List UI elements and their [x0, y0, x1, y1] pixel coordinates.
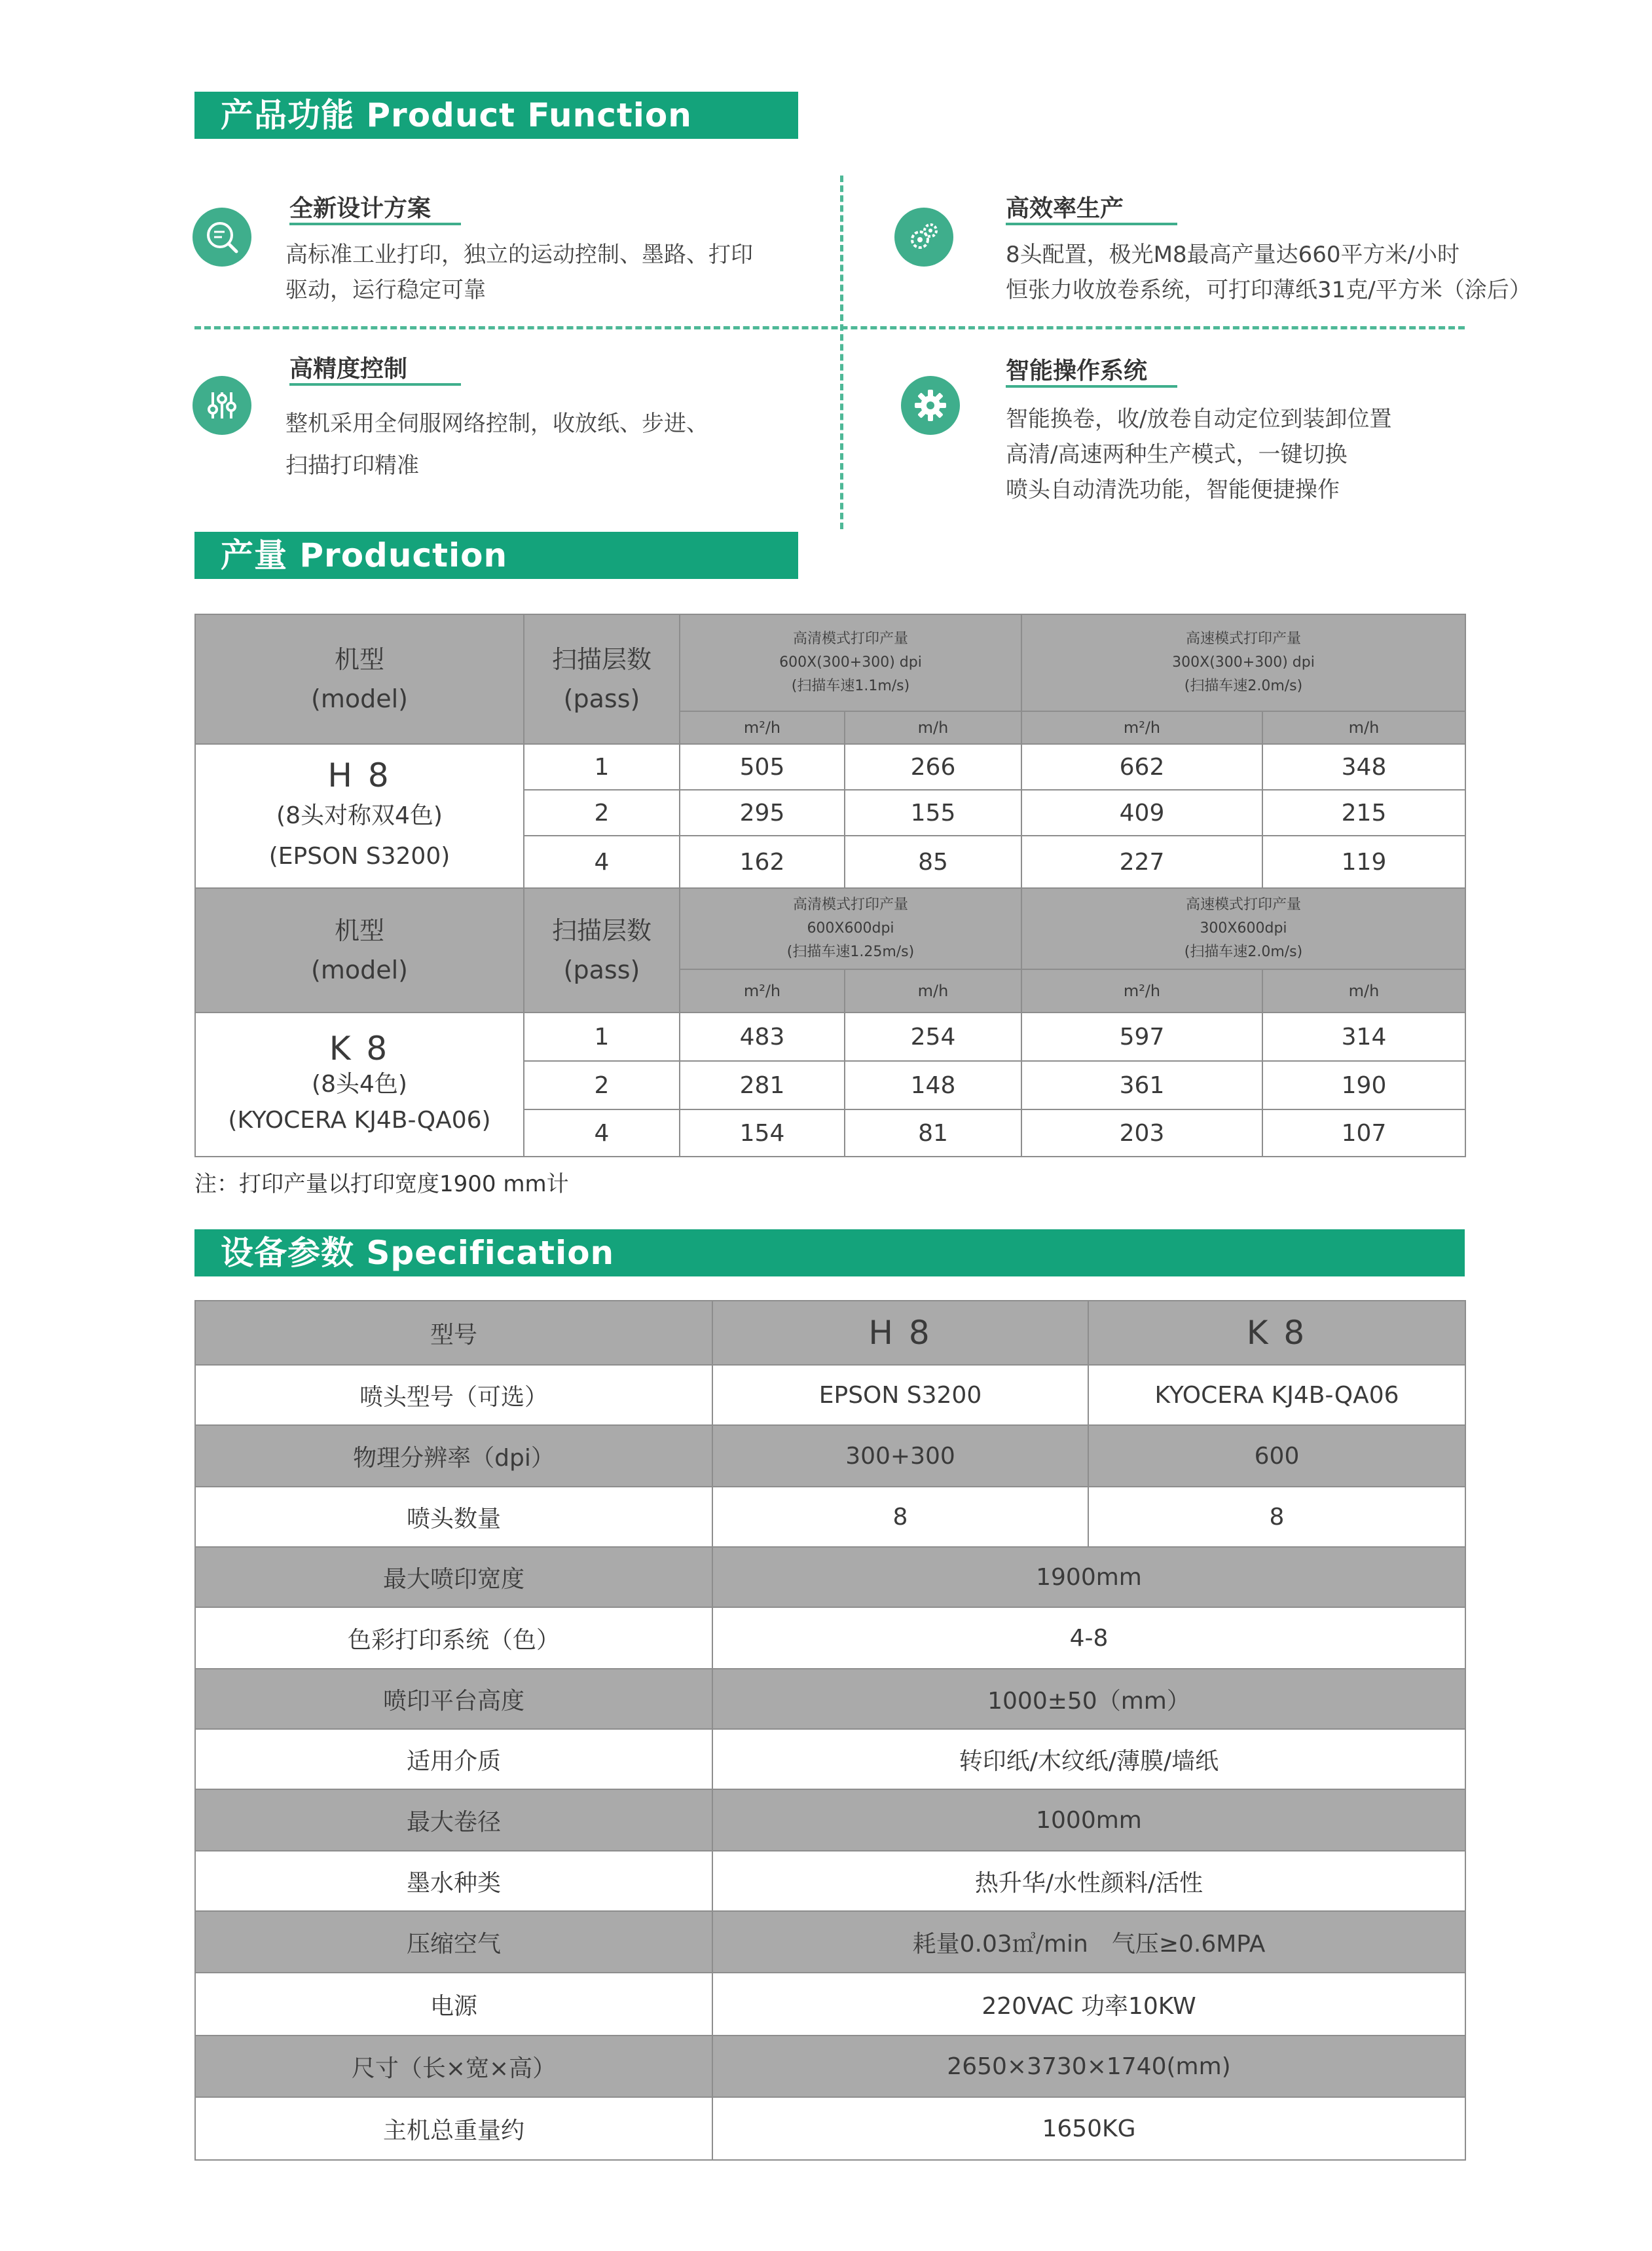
model-desc: (8头对称双4色)	[276, 802, 443, 829]
spec-value: 8	[1088, 1487, 1465, 1547]
section-title-function: 产品功能 Product Function	[194, 92, 798, 139]
spec-value: 1650KG	[712, 2097, 1465, 2160]
table-row	[195, 1301, 1465, 1365]
value-cell: 81	[845, 1109, 1021, 1157]
feature-title-design: 全新设计方案	[289, 195, 431, 222]
hd-mode-header	[680, 888, 1021, 969]
value-cell: 148	[845, 1061, 1021, 1109]
pass-cell: 4	[524, 1109, 680, 1157]
value-cell: 190	[1262, 1061, 1465, 1109]
feature-title-precision: 高精度控制	[289, 356, 408, 382]
hs-mode-dpi: 300X600dpi	[1200, 920, 1287, 937]
value-cell: 597	[1021, 1013, 1262, 1061]
gears-icon	[894, 208, 953, 267]
spec-label: 喷头型号（可选）	[195, 1365, 712, 1425]
value-cell: 162	[680, 836, 845, 888]
feature-desc-line: 恒张力收放卷系统，可打印薄纸31克/平方米（涂后）	[1006, 277, 1532, 303]
feature-desc-precision	[285, 403, 708, 487]
feature-desc-smart	[1006, 401, 1391, 508]
spec-value: EPSON S3200	[712, 1365, 1088, 1425]
pass-label: 扫描层数	[551, 645, 652, 674]
hd-mode-title: 高清模式打印产量	[792, 631, 908, 647]
pass-header	[524, 614, 680, 744]
hd-mode-dpi: 600X600dpi	[807, 920, 894, 937]
value-cell: 281	[680, 1061, 845, 1109]
pass-cell: 1	[524, 744, 680, 790]
value-cell: 203	[1021, 1109, 1262, 1157]
hs-mode-speed: (扫描车速2.0m/s)	[1184, 944, 1303, 960]
pass-label-en: (pass)	[563, 684, 640, 713]
feature-desc-design	[285, 237, 753, 308]
hd-mode-title: 高清模式打印产量	[792, 897, 908, 913]
vertical-divider	[840, 176, 843, 529]
section-title-spec: 设备参数 Specification	[194, 1229, 1465, 1276]
feature-underline	[1006, 385, 1177, 388]
value-cell: 227	[1021, 836, 1262, 888]
value-cell: 155	[845, 790, 1021, 836]
model-header	[195, 888, 524, 1013]
model-head: (EPSON S3200)	[268, 843, 450, 870]
table-row	[195, 2097, 1465, 2160]
feature-title-smart: 智能操作系统	[1006, 358, 1148, 384]
spec-value: 2650×3730×1740(mm)	[712, 2036, 1465, 2097]
spec-label: 色彩打印系统（色）	[195, 1607, 712, 1669]
hs-mode-header	[1021, 614, 1465, 711]
unit-length: m/h	[845, 969, 1021, 1013]
model-cell-h8	[195, 744, 524, 888]
value-cell: 314	[1262, 1013, 1465, 1061]
model-desc: (8头4色)	[312, 1071, 407, 1098]
model-label-en: (model)	[311, 684, 408, 713]
value-cell: 85	[845, 836, 1021, 888]
model-name: H 8	[327, 756, 392, 794]
value-cell: 483	[680, 1013, 845, 1061]
table-row	[195, 1789, 1465, 1851]
value-cell: 107	[1262, 1109, 1465, 1157]
production-note: 注：打印产量以打印宽度1900 mm计	[194, 1171, 569, 1197]
table-row	[195, 1669, 1465, 1729]
unit-length: m/h	[1262, 711, 1465, 744]
spec-label: 墨水种类	[195, 1851, 712, 1911]
spec-value: 1000±50（mm）	[712, 1669, 1465, 1729]
table-row	[195, 1911, 1465, 1973]
value-cell: 662	[1021, 744, 1262, 790]
hs-mode-header	[1021, 888, 1465, 969]
spec-label: 喷头数量	[195, 1487, 712, 1547]
model-label-en: (model)	[311, 956, 408, 984]
spec-label: 最大喷印宽度	[195, 1547, 712, 1607]
pass-label: 扫描层数	[551, 916, 652, 945]
spec-label: 尺寸（长×宽×高）	[195, 2036, 712, 2097]
unit-area: m²/h	[680, 711, 845, 744]
feature-desc-line: 高标准工业打印，独立的运动控制、墨路、打印	[285, 242, 753, 268]
model-header	[195, 614, 524, 744]
value-cell: 361	[1021, 1061, 1262, 1109]
spec-label: 物理分辨率（dpi）	[195, 1425, 712, 1487]
feature-desc-line: 喷头自动清洗功能，智能便捷操作	[1006, 477, 1340, 503]
hs-mode-title: 高速模式打印产量	[1185, 631, 1301, 647]
spec-value: 4-8	[712, 1607, 1465, 1669]
hd-mode-speed: (扫描车速1.25m/s)	[786, 944, 915, 960]
spec-value: 转印纸/木纹纸/薄膜/墙纸	[712, 1729, 1465, 1789]
value-cell: 295	[680, 790, 845, 836]
table-row	[195, 1729, 1465, 1789]
table-row	[195, 614, 1465, 711]
hd-mode-header	[680, 614, 1021, 711]
value-cell: 266	[845, 744, 1021, 790]
table-row	[195, 1487, 1465, 1547]
value-cell: 215	[1262, 790, 1465, 836]
unit-area: m²/h	[1021, 711, 1262, 744]
table-row	[195, 888, 1465, 969]
spec-label: 主机总重量约	[195, 2097, 712, 2160]
unit-length: m/h	[845, 711, 1021, 744]
feature-underline	[1006, 223, 1177, 225]
feature-desc-line: 8头配置，极光M8最高产量达660平方米/小时	[1006, 242, 1459, 268]
spec-header-k8: K 8	[1088, 1301, 1465, 1365]
feature-underline	[289, 383, 461, 386]
design-icon	[193, 208, 251, 267]
model-cell-k8	[195, 1013, 524, 1157]
spec-value: 600	[1088, 1425, 1465, 1487]
spec-label: 电源	[195, 1973, 712, 2036]
spec-header-h8: H 8	[712, 1301, 1088, 1365]
spec-value: 热升华/水性颜料/活性	[712, 1851, 1465, 1911]
table-row	[195, 1425, 1465, 1487]
table-row	[195, 1547, 1465, 1607]
sliders-icon	[193, 376, 251, 435]
table-row	[195, 744, 1465, 790]
model-name: K 8	[329, 1030, 390, 1068]
hd-mode-speed: (扫描车速1.1m/s)	[791, 678, 910, 694]
table-row	[195, 2036, 1465, 2097]
feature-underline	[289, 223, 461, 225]
feature-desc-line: 驱动，运行稳定可靠	[285, 277, 486, 303]
spec-label: 最大卷径	[195, 1789, 712, 1851]
pass-cell: 4	[524, 836, 680, 888]
pass-cell: 2	[524, 790, 680, 836]
feature-title-efficiency: 高效率生产	[1006, 195, 1124, 222]
unit-length: m/h	[1262, 969, 1465, 1013]
spec-value: 耗量0.03㎥/min 气压≥0.6MPA	[712, 1911, 1465, 1973]
pass-header	[524, 888, 680, 1013]
value-cell: 119	[1262, 836, 1465, 888]
unit-area: m²/h	[680, 969, 845, 1013]
spec-value: 300+300	[712, 1425, 1088, 1487]
spec-value: 220VAC 功率10KW	[712, 1973, 1465, 2036]
spec-label: 适用介质	[195, 1729, 712, 1789]
spec-value: 1000mm	[712, 1789, 1465, 1851]
value-cell: 409	[1021, 790, 1262, 836]
spec-label: 压缩空气	[195, 1911, 712, 1973]
value-cell: 154	[680, 1109, 845, 1157]
feature-desc-line: 高清/高速两种生产模式，一键切换	[1006, 441, 1348, 468]
table-row	[195, 1973, 1465, 2036]
feature-desc-efficiency	[1006, 237, 1532, 308]
spec-label: 型号	[195, 1301, 712, 1365]
pass-cell: 1	[524, 1013, 680, 1061]
value-cell: 254	[845, 1013, 1021, 1061]
pass-cell: 2	[524, 1061, 680, 1109]
production-table	[194, 614, 1466, 1157]
table-row	[195, 1013, 1465, 1061]
table-row	[195, 1365, 1465, 1425]
spec-value: KYOCERA KJ4B-QA06	[1088, 1365, 1465, 1425]
table-row	[195, 1851, 1465, 1911]
horizontal-divider	[194, 326, 1465, 329]
pass-label-en: (pass)	[563, 956, 640, 984]
feature-desc-line: 扫描打印精准	[285, 453, 419, 479]
hs-mode-title: 高速模式打印产量	[1185, 897, 1301, 913]
hd-mode-dpi: 600X(300+300) dpi	[779, 654, 922, 671]
section-title-production: 产量 Production	[194, 532, 798, 579]
spec-table	[194, 1300, 1466, 2161]
model-label: 机型	[334, 916, 384, 945]
unit-area: m²/h	[1021, 969, 1262, 1013]
hs-mode-speed: (扫描车速2.0m/s)	[1184, 678, 1303, 694]
gear-icon	[901, 376, 960, 435]
spec-value: 8	[712, 1487, 1088, 1547]
spec-value: 1900mm	[712, 1547, 1465, 1607]
hs-mode-dpi: 300X(300+300) dpi	[1172, 654, 1315, 671]
spec-label: 喷印平台高度	[195, 1669, 712, 1729]
feature-desc-line: 整机采用全伺服网络控制，收放纸、步进、	[285, 411, 708, 437]
value-cell: 505	[680, 744, 845, 790]
feature-desc-line: 智能换卷，收/放卷自动定位到装卸位置	[1006, 406, 1392, 432]
value-cell: 348	[1262, 744, 1465, 790]
table-row	[195, 1607, 1465, 1669]
model-label: 机型	[334, 645, 384, 674]
model-head: (KYOCERA KJ4B-QA06)	[228, 1107, 491, 1134]
